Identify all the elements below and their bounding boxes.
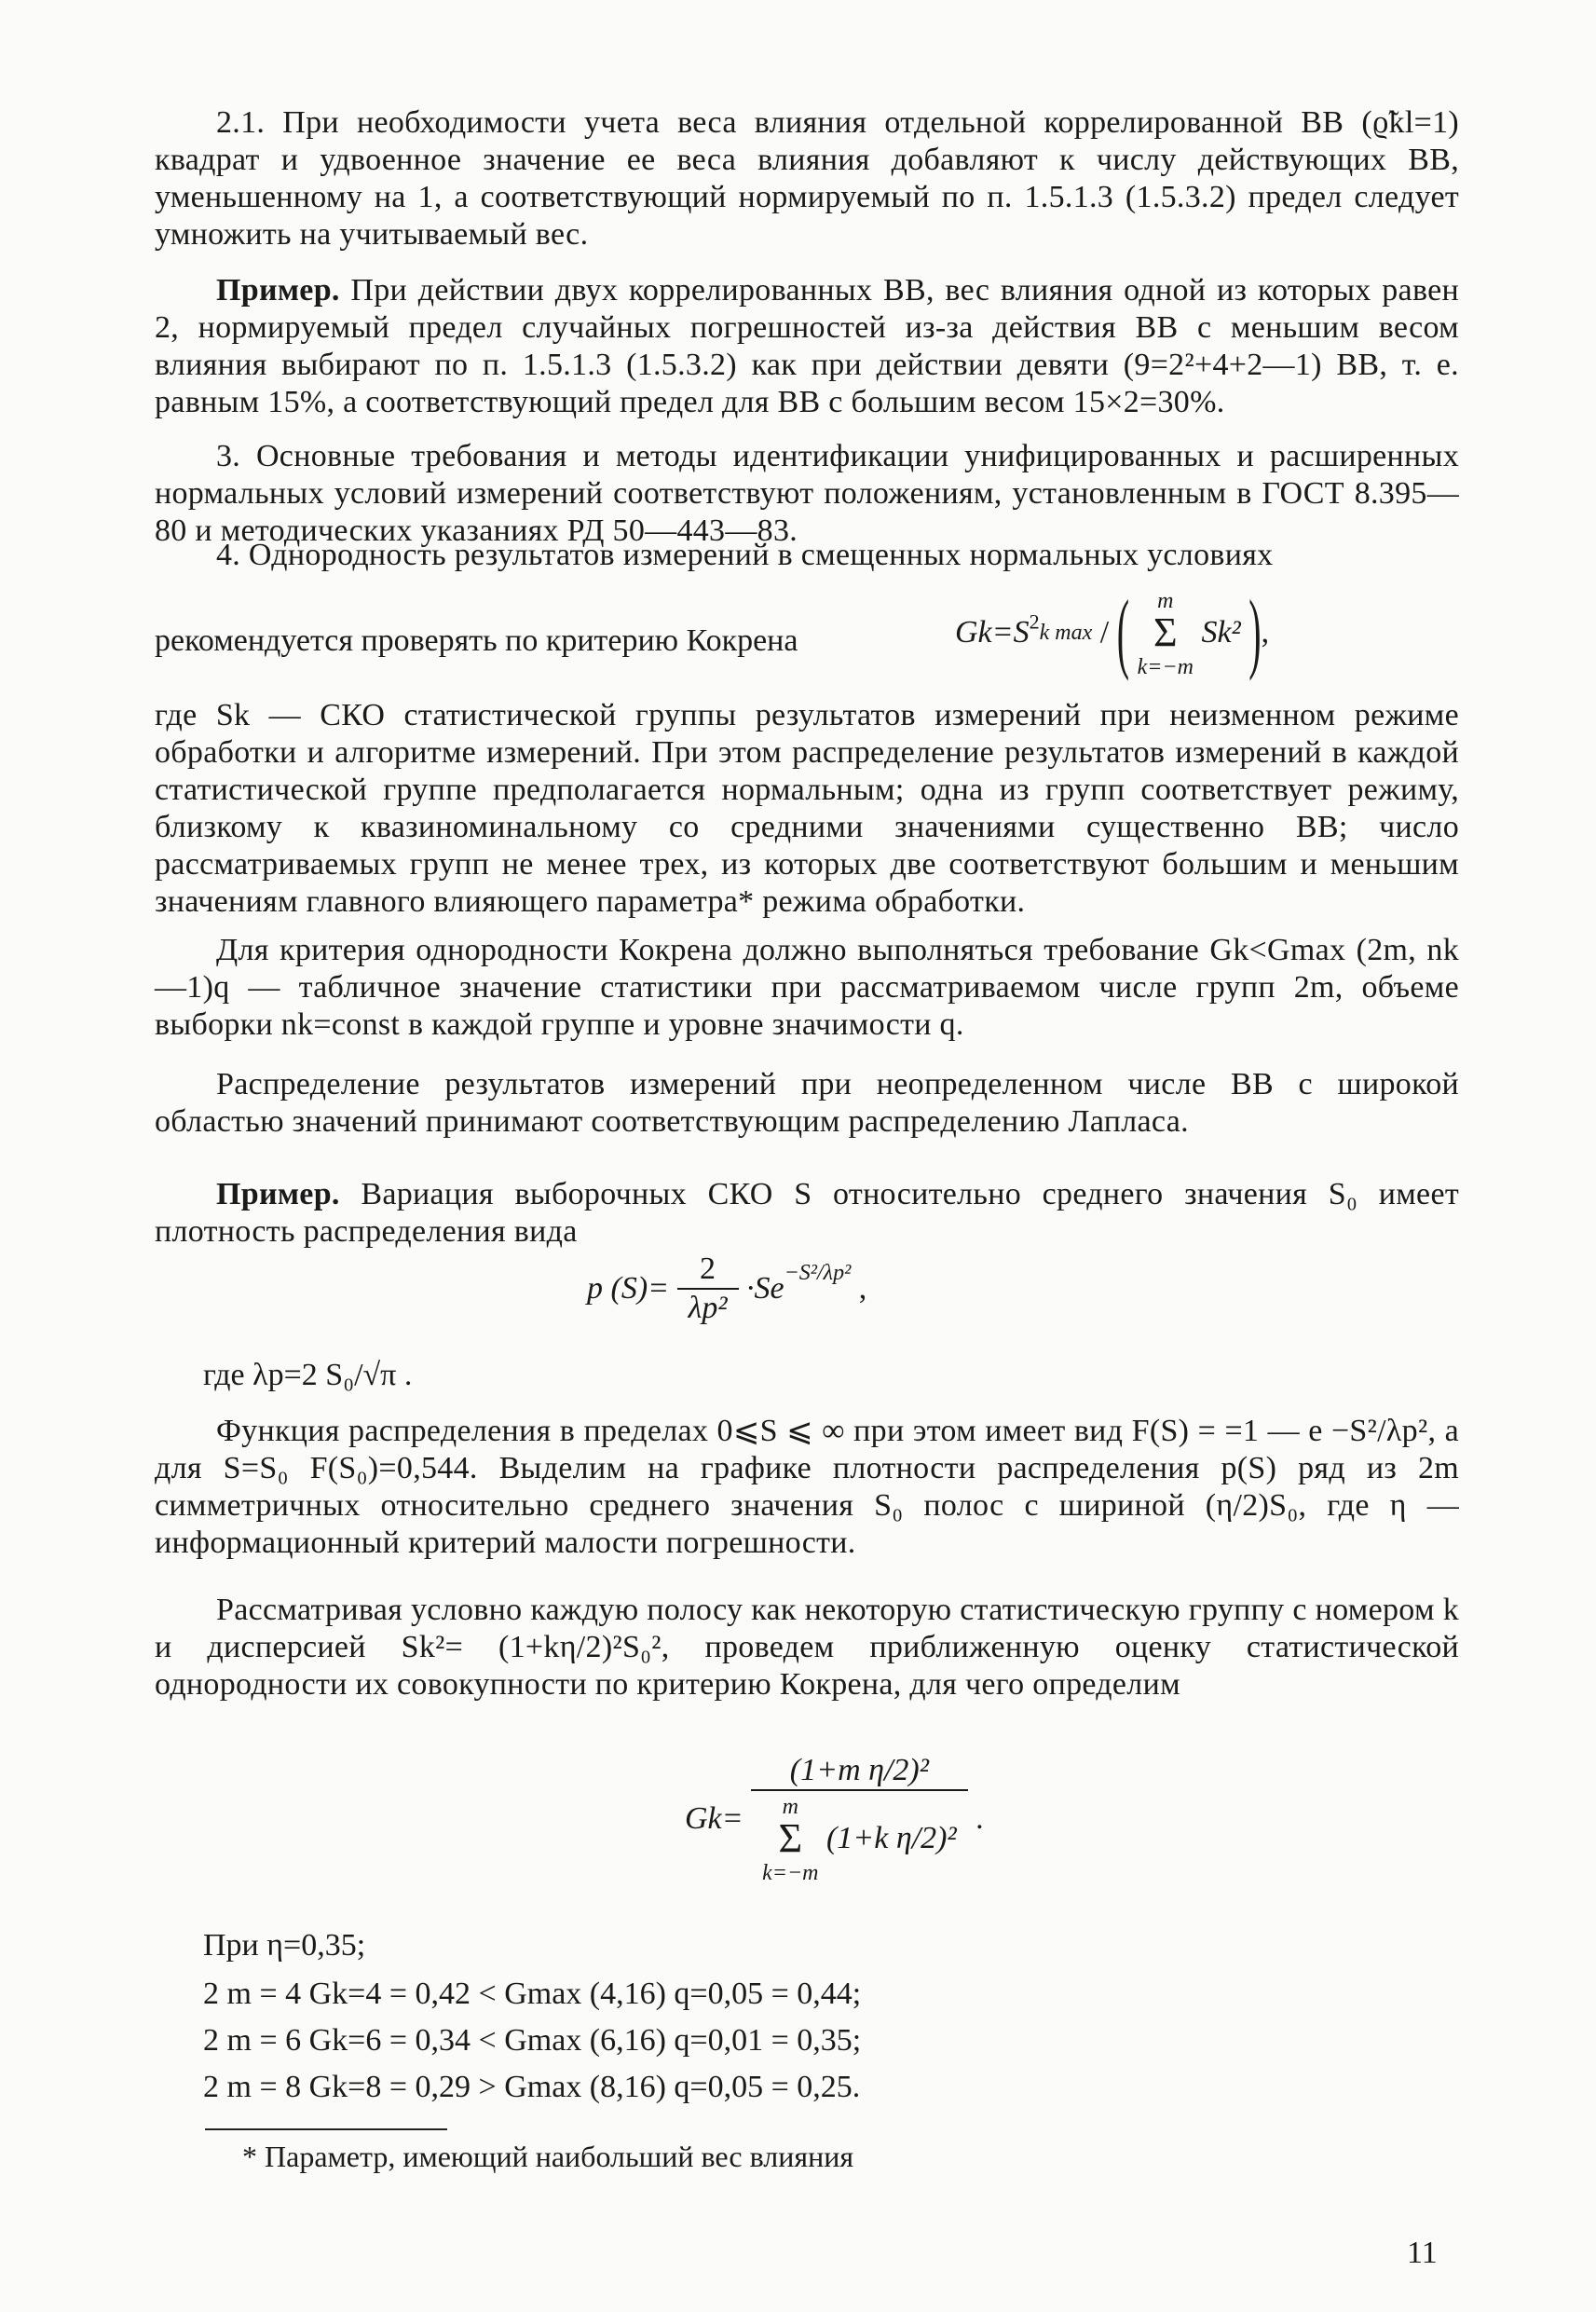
gk-sum-block (762, 1791, 818, 1886)
paragraph-4: 4. Однородность результатов измерений в смещенных нормальных условиях (216, 538, 1274, 572)
density-fraction (677, 1251, 739, 1327)
gk-numerator: (1+m η/2)² (751, 1752, 968, 1791)
gk-sum-top: m (782, 1795, 798, 1819)
paragraph-4-continued: рекомендуется проверять по критерию Кокрена (155, 623, 798, 658)
gk-left: Gk= (685, 1801, 743, 1836)
formula-gk (685, 1752, 984, 1886)
formula-cochran-power: 2 (1029, 609, 1040, 634)
sum-block (1138, 585, 1194, 680)
gk-sum-sign: Σ (778, 1815, 803, 1861)
lambda-definition: где λp=2 S₀/√π . (203, 1358, 413, 1392)
density-left: p (S)= (587, 1271, 670, 1306)
gk-sum-term: (1+k η/2)² (825, 1821, 957, 1855)
paragraph-5: где Sk — СКО статистической группы результатов измерений при неизменном режиме обработки и алгоритме измерений. При этом распределение результатов измерений в каждой статистической группе предполагается нормальным; одна из групп соответствует режиму, близкому к квазиноминальному со средними значениями существенно ВВ; число рассматриваемых групп не менее трех, из которых две соответствуют большим и меньшим значениям главного влияющего параметра* режима обработки. (155, 698, 1459, 919)
result-row-3: 2 m = 8 Gk=8 = 0,29 > Gmax (8,16) q=0,05 = 0,25. (203, 2070, 861, 2104)
density-right: ·Se (746, 1271, 784, 1306)
example-text: При действии двух коррелированных ВВ, вес влияния одной из которых равен 2, нормируемый предел случайных погрешностей из-за действия ВВ с меньшим весом влияния выбирают по п. 1.5.1.3 (1.5.3.2) как при действии девяти (9=2²+4+2—1) ВВ, т. е. равным 15%, а соответствующий предел для ВВ с большим весом 15×2=30%. (155, 273, 1459, 419)
formula-cochran-sub: k max (1039, 621, 1093, 645)
formula-cochran (955, 581, 1270, 682)
formula-density (587, 1251, 866, 1327)
page-number: 11 (1407, 2236, 1438, 2270)
gk-end: . (975, 1801, 984, 1836)
gk-denominator (751, 1791, 968, 1886)
eta-value: При η=0,35; (203, 1928, 366, 1963)
paragraph-3: 3. Основные требования и методы идентификации унифицированных и расширенных нормальных условий измерений соответствуют положениям, установленным в ГОСТ 8.395—80 и методических указаниях РД 50—443—83. (155, 439, 1459, 548)
footnote-rule (205, 2128, 447, 2130)
sum-top: m (1157, 589, 1174, 613)
left-paren: ( (1116, 581, 1130, 682)
formula-cochran-left: Gk=S (955, 615, 1030, 650)
density-end: , (858, 1271, 867, 1306)
result-row-2: 2 m = 6 Gk=6 = 0,34 < Gmax (6,16) q=0,01 = 0,35; (203, 2023, 862, 2058)
paragraph-9: Функция распределения в пределах 0⩽S ⩽ ∞ при этом имеет вид F(S) = =1 — e −S²/λp², а для S=S₀ F(S₀)=0,544. Выделим на графике плотности распределения p(S) ряд из 2m симметричных относительно среднего значения S₀ полос с шириной (η/2)S₀, где η — информационный критерий малости погрешности. (155, 1414, 1459, 1560)
sum-sign: Σ (1153, 609, 1178, 655)
gk-fraction (751, 1752, 968, 1886)
sum-term: Sk² (1201, 615, 1241, 650)
paragraph-7: Распределение результатов измерений при неопределенном числе ВВ с широкой областью значений принимают соответствующим распределению Лапласа. (155, 1067, 1459, 1139)
formula-cochran-slash: / (1099, 615, 1110, 650)
paragraph-10: Рассматривая условно каждую полосу как некоторую статистическую группу с номером k и дисперсией Sk²= (1+kη/2)²S₀², проведем приближенную оценку статистической однородности их совокупности по критерию Кокрена, для чего определим (155, 1593, 1459, 1702)
density-exponent: −S²/λp² (784, 1260, 852, 1285)
example-label: Пример. (216, 1177, 340, 1211)
density-denominator: λp² (688, 1291, 728, 1325)
right-paren: ) (1248, 581, 1262, 682)
gk-sum-bottom: k=−m (762, 1861, 819, 1885)
paragraph-example-2 (155, 1176, 1459, 1251)
result-row-1: 2 m = 4 Gk=4 = 0,42 < Gmax (4,16) q=0,05 = 0,44; (203, 1977, 862, 2011)
example-text: Вариация выборочных СКО S относительно среднего значения S₀ имеет плотность распределения вида (155, 1177, 1459, 1249)
paragraph-2-1: 2.1. При необходимости учета веса влияния отдельной коррелированной ВВ (ϱ̃kl=1) квадрат и удвоенное значение ее веса влияния добавляют к числу действующих ВВ, уменьшенному на 1, а соответствующий нормируемый по п. 1.5.1.3 (1.5.3.2) предел следует умножить на учитываемый вес. (155, 105, 1459, 252)
sum-bottom: k=−m (1137, 655, 1194, 679)
paragraph-example-1 (155, 272, 1459, 421)
example-label: Пример. (216, 273, 340, 308)
paragraph-6: Для критерия однородности Кокрена должно выполняться требование Gk<Gmax (2m, nk—1)q — табличное значение статистики при рассматриваемом числе групп 2m, объеме выборки nk=const в каждой группе и уровне значимости q. (155, 933, 1459, 1042)
formula-end: , (1261, 615, 1270, 650)
density-numerator: 2 (677, 1251, 739, 1290)
footnote: * Параметр, имеющий наибольший вес влияния (242, 2140, 854, 2173)
